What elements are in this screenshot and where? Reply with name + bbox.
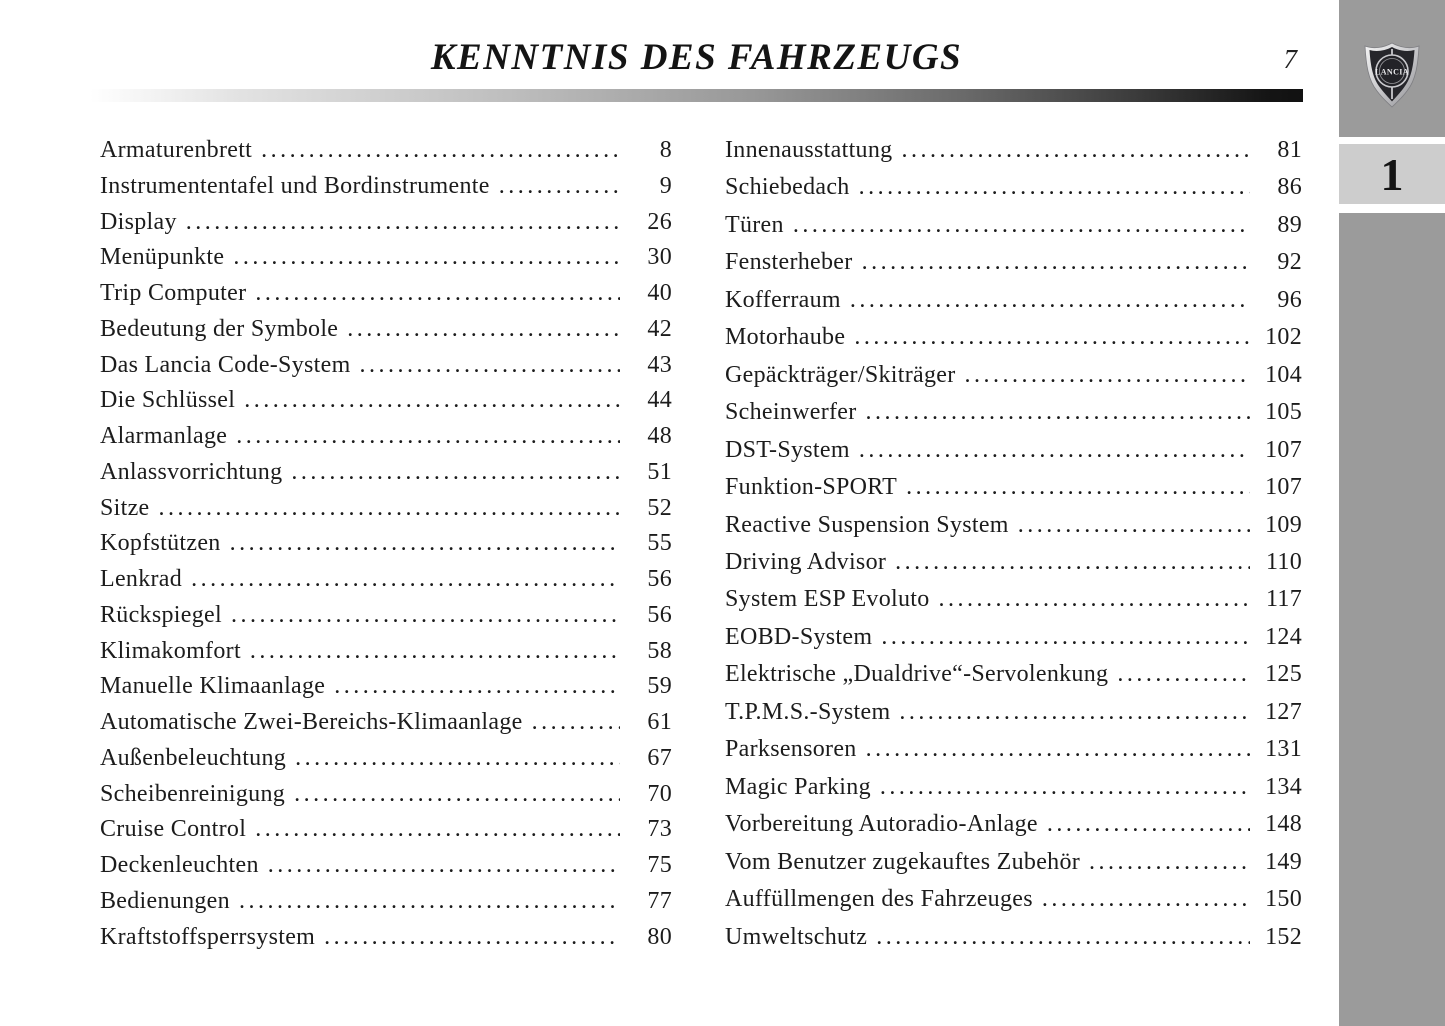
- toc-entry-label: Außenbeleuchtung: [100, 744, 287, 771]
- toc-entry-label: Parksensoren: [725, 736, 857, 763]
- dot-leader: [291, 459, 620, 485]
- toc-entry-page: 110: [1265, 548, 1302, 575]
- toc-entry-page: 92: [1277, 249, 1302, 276]
- toc-entry-label: Fensterheber: [725, 249, 853, 276]
- toc-entry: [100, 781, 672, 807]
- toc-entry-label: Manuelle Klimaanlage: [100, 673, 326, 700]
- toc-entry-label: Motorhaube: [725, 324, 846, 351]
- lancia-logo-text: LANCIA: [1375, 67, 1409, 77]
- dot-leader: [901, 137, 1250, 163]
- toc-entry-label: Sitze: [100, 494, 150, 521]
- dot-leader: [230, 530, 620, 556]
- toc-entry-label: System ESP Evoluto: [725, 586, 930, 613]
- toc-entry-page: 150: [1265, 886, 1302, 913]
- toc-entry-label: Funktion-SPORT: [725, 474, 898, 501]
- toc-entry: [100, 352, 672, 378]
- dot-leader: [793, 212, 1250, 238]
- page-title: KENNTNIS DES FAHRZEUGS: [430, 37, 963, 78]
- toc-entry-label: Magic Parking: [725, 773, 871, 800]
- toc-entry-label: Trip Computer: [100, 280, 247, 306]
- toc-entry-label: Alarmanlage: [100, 423, 228, 449]
- toc-entry: [725, 474, 1302, 500]
- toc-entry-label: Reactive Suspension System: [725, 511, 1009, 538]
- header-gradient-rule: [90, 89, 1303, 102]
- toc-entry-page: 80: [647, 923, 672, 950]
- toc-entry: [725, 512, 1302, 538]
- toc-entry: [725, 362, 1302, 388]
- toc-entry: [725, 174, 1302, 200]
- toc-entry-label: Bedeutung der Symbole: [100, 315, 339, 342]
- toc-entry: [100, 387, 672, 413]
- dot-leader: [191, 566, 620, 592]
- toc-entry: [100, 745, 672, 771]
- toc-entry-page: 75: [647, 852, 672, 878]
- toc-entry-label: Menüpunkte: [100, 244, 225, 271]
- toc-entry: [725, 137, 1302, 163]
- toc-entry-page: 89: [1277, 211, 1302, 238]
- toc-entry: [725, 699, 1302, 725]
- dot-leader: [1089, 849, 1250, 875]
- toc-entry-label: Armaturenbrett: [100, 137, 253, 163]
- toc-entry: [725, 287, 1302, 313]
- toc-entry: [100, 173, 672, 199]
- toc-entry-page: 56: [647, 601, 672, 628]
- toc-entry-label: Umweltschutz: [725, 923, 868, 950]
- dot-leader: [939, 586, 1250, 612]
- lancia-logo-icon: [1363, 42, 1421, 108]
- toc-entry-label: Schiebedach: [725, 174, 850, 201]
- sidebar-top-block: [1339, 0, 1445, 137]
- dot-leader: [250, 638, 620, 664]
- dot-leader: [532, 709, 620, 735]
- toc-entry: [725, 811, 1302, 837]
- toc-entry-page: 56: [647, 566, 672, 592]
- toc-entry-label: Cruise Control: [100, 816, 247, 843]
- toc-entry: [725, 661, 1302, 687]
- toc-entry-label: Gepäckträger/Skiträger: [725, 361, 956, 388]
- dot-leader: [360, 352, 620, 378]
- toc-entry-page: 107: [1265, 474, 1302, 501]
- dot-leader: [881, 624, 1250, 650]
- toc-entry: [725, 212, 1302, 238]
- dot-leader: [859, 174, 1250, 200]
- toc-entry: [725, 849, 1302, 875]
- toc-entry-label: Innenausstattung: [725, 137, 893, 163]
- toc-entry-page: 104: [1265, 361, 1302, 388]
- toc-entry: [725, 437, 1302, 463]
- toc-entry-page: 102: [1265, 324, 1302, 351]
- dot-leader: [895, 549, 1250, 575]
- toc-entry: [100, 316, 672, 342]
- dot-leader: [261, 137, 620, 163]
- chapter-tab-number: 1: [1380, 148, 1404, 200]
- toc-entry-label: Kofferraum: [725, 286, 841, 313]
- toc-entry: [100, 495, 672, 521]
- toc-entry: [100, 209, 672, 235]
- toc-entry-page: 86: [1277, 174, 1302, 201]
- dot-leader: [876, 924, 1250, 950]
- toc-entry: [100, 530, 672, 556]
- toc-entry-label: Türen: [725, 211, 784, 238]
- dot-leader: [186, 209, 620, 235]
- toc-entry-page: 124: [1265, 623, 1302, 650]
- toc-entry: [100, 566, 672, 592]
- toc-entry-page: 59: [647, 673, 672, 700]
- dot-leader: [862, 249, 1250, 275]
- toc-entry-page: 48: [647, 423, 672, 449]
- toc-entry-page: 134: [1265, 773, 1302, 800]
- dot-leader: [294, 781, 620, 807]
- dot-leader: [854, 324, 1250, 350]
- toc-entry: [100, 888, 672, 914]
- toc-entry-label: Vorbereitung Autoradio-Anlage: [725, 811, 1038, 838]
- toc-entry: [100, 852, 672, 878]
- toc-entry-label: T.P.M.S.-System: [725, 698, 891, 725]
- toc-entry-page: 125: [1265, 661, 1302, 688]
- toc-entry-page: 96: [1277, 286, 1302, 313]
- toc-entry: [725, 886, 1302, 912]
- toc-entry-page: 109: [1265, 511, 1302, 538]
- toc-entry-page: 58: [647, 637, 672, 664]
- toc-entry-label: Instrumententafel und Bordinstrumente: [100, 172, 490, 199]
- chapter-tab: [1339, 144, 1445, 204]
- dot-leader: [866, 399, 1250, 425]
- toc-entry: [725, 736, 1302, 762]
- dot-leader: [159, 495, 621, 521]
- toc-entry-label: Klimakomfort: [100, 637, 241, 664]
- dot-leader: [255, 280, 620, 306]
- toc-entry-label: Elektrische „Dualdrive“-Servolenkung: [725, 661, 1109, 688]
- toc-entry-page: 117: [1265, 586, 1302, 613]
- toc-entry-page: 127: [1265, 698, 1302, 725]
- dot-leader: [233, 244, 620, 270]
- chapter-sidebar: [1339, 0, 1445, 1026]
- toc-entry-label: Display: [100, 208, 177, 235]
- toc-entry-label: Bedienungen: [100, 887, 230, 914]
- toc-entry-label: Kopfstützen: [100, 530, 221, 557]
- toc-entry: [100, 137, 672, 163]
- toc-entry: [725, 624, 1302, 650]
- toc-entry-page: 30: [647, 244, 672, 271]
- dot-leader: [1018, 512, 1250, 538]
- dot-leader: [850, 287, 1250, 313]
- toc-entry-page: 131: [1265, 736, 1302, 763]
- dot-leader: [866, 736, 1250, 762]
- toc-entry-label: Driving Advisor: [725, 548, 887, 575]
- dot-leader: [906, 474, 1250, 500]
- dot-leader: [244, 387, 620, 413]
- dot-leader: [1047, 811, 1250, 837]
- toc-entry: [725, 249, 1302, 275]
- toc-entry-page: 61: [647, 709, 672, 735]
- toc-entry-page: 105: [1265, 399, 1302, 426]
- toc-entry-label: Scheibenreinigung: [100, 780, 286, 807]
- toc-entry-label: Scheinwerfer: [725, 399, 857, 426]
- toc-entry-page: 70: [647, 780, 672, 807]
- toc-entry-page: 77: [647, 887, 672, 914]
- dot-leader: [324, 924, 620, 950]
- toc-entry-label: Die Schlüssel: [100, 387, 236, 414]
- toc-entry: [100, 423, 672, 449]
- toc-left-column: [100, 137, 672, 950]
- dot-leader: [236, 423, 620, 449]
- toc-entry-label: Rückspiegel: [100, 601, 222, 628]
- dot-leader: [880, 774, 1250, 800]
- dot-leader: [499, 173, 620, 199]
- sidebar-bottom-block: [1339, 213, 1445, 1026]
- toc-entry: [725, 324, 1302, 350]
- toc-entry-label: EOBD-System: [725, 623, 873, 650]
- toc-entry-label: Lenkrad: [100, 566, 183, 592]
- dot-leader: [859, 437, 1250, 463]
- page-number: 7: [1283, 44, 1297, 74]
- toc-entry-page: 44: [647, 387, 672, 414]
- toc-entry-page: 52: [647, 494, 672, 521]
- toc-entry-page: 67: [647, 744, 672, 771]
- toc-entry: [725, 586, 1302, 612]
- toc-entry-page: 152: [1265, 923, 1302, 950]
- dot-leader: [255, 816, 620, 842]
- dot-leader: [347, 316, 620, 342]
- toc-entry-label: Anlassvorrichtung: [100, 458, 283, 485]
- toc-entry-page: 26: [647, 208, 672, 235]
- dot-leader: [268, 852, 620, 878]
- toc-entry-page: 9: [659, 172, 672, 199]
- dot-leader: [239, 888, 620, 914]
- dot-leader: [1117, 661, 1250, 687]
- toc-entry: [100, 673, 672, 699]
- toc-entry: [100, 459, 672, 485]
- toc-entry-page: 148: [1265, 811, 1302, 838]
- toc-entry: [100, 924, 672, 950]
- toc-entry-label: Kraftstoffsperrsystem: [100, 923, 316, 950]
- toc-entry-page: 107: [1265, 436, 1302, 463]
- toc-entry: [100, 709, 672, 735]
- toc-entry-page: 42: [647, 315, 672, 342]
- toc-entry: [725, 399, 1302, 425]
- toc-entry-page: 8: [659, 137, 672, 163]
- toc-entry: [100, 280, 672, 306]
- toc-entry-page: 73: [647, 816, 672, 843]
- toc-entry: [725, 774, 1302, 800]
- toc-entry-page: 51: [647, 458, 672, 485]
- dot-leader: [334, 673, 620, 699]
- toc-right-column: [725, 137, 1302, 950]
- toc-entry-label: Auffüllmengen des Fahrzeuges: [725, 886, 1033, 913]
- toc-entry-page: 81: [1277, 137, 1302, 163]
- toc-entry-page: 149: [1265, 848, 1302, 875]
- toc-entry: [100, 638, 672, 664]
- toc-entry-label: Vom Benutzer zugekauftes Zubehör: [725, 848, 1081, 875]
- toc-entry: [100, 244, 672, 270]
- toc-entry-page: 40: [647, 280, 672, 306]
- sidebar-gap: [1339, 137, 1445, 144]
- toc-entry: [100, 816, 672, 842]
- dot-leader: [965, 362, 1251, 388]
- dot-leader: [231, 602, 620, 628]
- sidebar-gap: [1339, 204, 1445, 213]
- toc-entry: [725, 924, 1302, 950]
- toc-entry-label: DST-System: [725, 436, 850, 463]
- toc-entry: [725, 549, 1302, 575]
- dot-leader: [295, 745, 620, 771]
- toc-entry-page: 55: [647, 530, 672, 557]
- toc-entry-label: Automatische Zwei-Bereichs-Klimaanlage: [100, 709, 523, 735]
- toc-entry-label: Deckenleuchten: [100, 852, 259, 878]
- toc-entry-page: 43: [647, 351, 672, 378]
- dot-leader: [1042, 886, 1250, 912]
- toc-entry-label: Das Lancia Code-System: [100, 351, 351, 378]
- dot-leader: [899, 699, 1250, 725]
- toc-entry: [100, 602, 672, 628]
